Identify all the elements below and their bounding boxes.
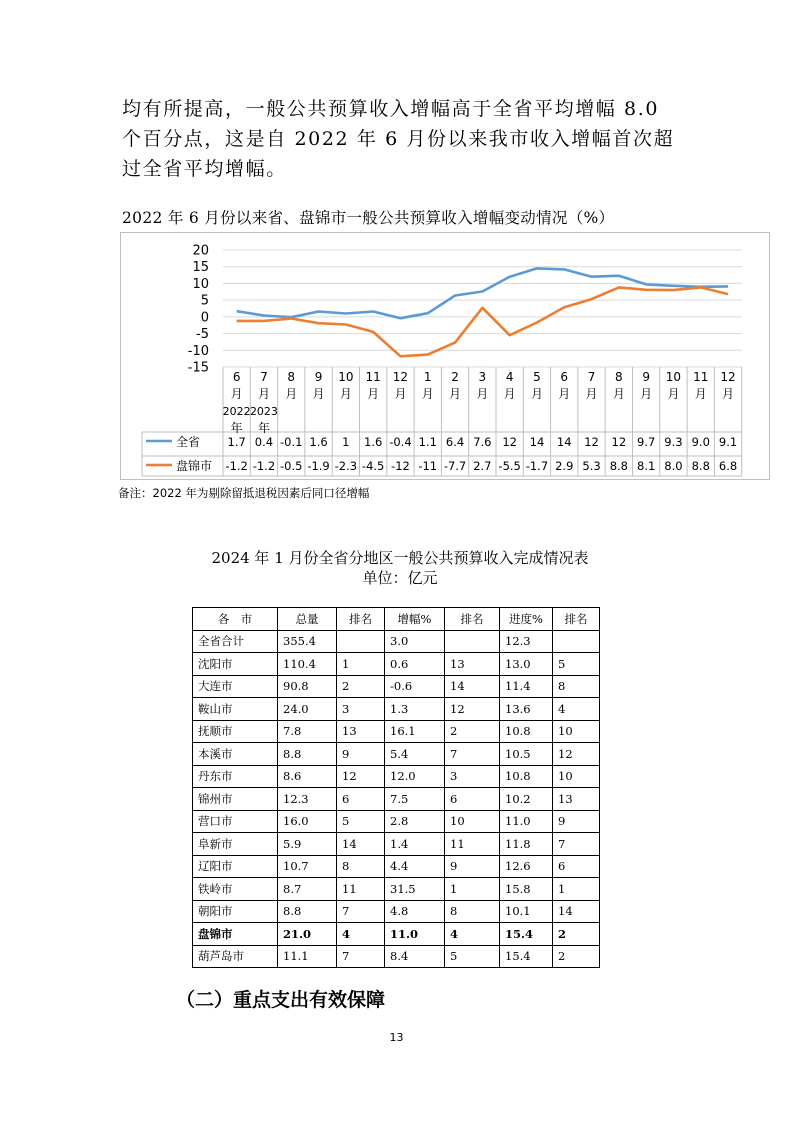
table-cell: 5 xyxy=(337,810,385,833)
table-cell: 1 xyxy=(337,653,385,676)
data-label: -4.5 xyxy=(361,459,385,473)
section-heading: （二）重点支出有效保障 xyxy=(176,989,386,1011)
table-cell: 锦州市 xyxy=(193,788,278,811)
data-label: 9.1 xyxy=(718,435,738,449)
table-cell: 10.8 xyxy=(500,765,553,788)
data-label: -0.5 xyxy=(280,459,303,473)
category-label: 7 xyxy=(260,370,268,384)
table-cell: 24.0 xyxy=(278,698,337,721)
data-label: 9.3 xyxy=(664,435,683,449)
table-cell: 2 xyxy=(553,945,600,968)
table-cell: 葫芦岛市 xyxy=(193,945,278,968)
table-cell: 12 xyxy=(337,765,385,788)
data-label: 0.4 xyxy=(254,435,274,449)
column-header: 总量 xyxy=(278,608,337,631)
category-label: 月 xyxy=(367,387,380,401)
table-cell: 3 xyxy=(445,765,500,788)
table-cell: 大连市 xyxy=(193,675,278,698)
table-cell: 11 xyxy=(337,878,385,901)
data-label: 9.0 xyxy=(691,435,710,449)
category-label: 月 xyxy=(230,387,243,401)
category-label: 月 xyxy=(530,387,543,401)
table-cell: 7 xyxy=(445,743,500,766)
table-cell: 16.0 xyxy=(278,810,337,833)
y-tick-label: 20 xyxy=(192,243,209,259)
series-line xyxy=(237,268,728,318)
legend-label: 盘锦市 xyxy=(176,459,213,473)
table-cell: 5.9 xyxy=(278,833,337,856)
page-number: 13 xyxy=(389,1031,404,1044)
table-cell: 1.4 xyxy=(385,833,445,856)
data-label: -1.7 xyxy=(525,459,549,473)
table-cell: 13 xyxy=(445,653,500,676)
data-label: 1.1 xyxy=(418,435,437,449)
category-label: 12 xyxy=(720,370,736,384)
y-tick-label: 15 xyxy=(192,260,209,276)
table-cell: 14 xyxy=(337,833,385,856)
data-label: -1.9 xyxy=(307,459,330,473)
table-cell: 355.4 xyxy=(278,630,337,653)
table-cell: 12.0 xyxy=(385,765,445,788)
table-row xyxy=(193,653,600,676)
data-label: 1.6 xyxy=(309,435,328,449)
category-label: 5 xyxy=(533,370,541,384)
table-cell: 盘锦市 xyxy=(193,923,278,946)
data-label: 5.3 xyxy=(582,459,601,473)
category-label: 11 xyxy=(693,370,709,384)
y-tick-label: -10 xyxy=(187,343,209,359)
column-header: 各 市 xyxy=(193,608,278,631)
table-cell: 朝阳市 xyxy=(193,900,278,923)
category-label: 月 xyxy=(285,387,298,401)
table-row xyxy=(193,788,600,811)
category-label: 月 xyxy=(394,387,407,401)
legend-label: 全省 xyxy=(176,435,201,449)
category-label: 11 xyxy=(365,370,381,384)
table-cell: 9 xyxy=(553,810,600,833)
paragraph-line: 个百分点，这是自 2022 年 6 月份以来我市收入增幅首次超 xyxy=(122,128,675,150)
data-label: 2.7 xyxy=(473,459,492,473)
table-cell: 10.7 xyxy=(278,855,337,878)
table-cell: 鞍山市 xyxy=(193,698,278,721)
table-cell xyxy=(553,630,600,653)
table-title: 2024 年 1 月份全省分地区一般公共预算收入完成情况表 xyxy=(211,549,589,567)
table-cell: 1 xyxy=(445,878,500,901)
y-tick-label: -5 xyxy=(196,327,209,343)
table-unit: 单位：亿元 xyxy=(362,569,438,587)
category-label: 月 xyxy=(503,387,516,401)
table-cell: 7 xyxy=(337,945,385,968)
y-tick-label: 0 xyxy=(200,310,209,326)
table-cell: 11.0 xyxy=(500,810,553,833)
table-cell xyxy=(445,630,500,653)
table-row xyxy=(193,630,600,653)
table-cell: 7 xyxy=(553,833,600,856)
table-cell: 12.3 xyxy=(278,788,337,811)
table-cell: 6 xyxy=(337,788,385,811)
category-label: 8 xyxy=(287,370,296,384)
table-cell: 14 xyxy=(445,675,500,698)
category-label: 7 xyxy=(587,370,596,384)
table-cell: 8.8 xyxy=(278,900,337,923)
table-cell: 13.0 xyxy=(500,653,553,676)
data-label: 8.0 xyxy=(664,459,683,473)
table-title-block xyxy=(120,548,680,588)
data-label: 12 xyxy=(584,435,599,449)
data-label: 9.7 xyxy=(637,435,656,449)
table-row xyxy=(193,855,600,878)
table-cell: 12.3 xyxy=(500,630,553,653)
table-cell: 9 xyxy=(337,743,385,766)
table-row xyxy=(193,810,600,833)
data-label: 14 xyxy=(529,435,545,449)
data-label: -1.2 xyxy=(252,459,276,473)
table-cell: 21.0 xyxy=(278,923,337,946)
table-cell: 15.4 xyxy=(500,945,553,968)
category-label: 月 xyxy=(694,387,707,401)
category-label: 月 xyxy=(640,387,653,401)
category-label: 年 xyxy=(230,421,243,435)
category-label: 2023 xyxy=(249,405,278,418)
data-label: -12 xyxy=(391,459,410,473)
table-cell: 7.5 xyxy=(385,788,445,811)
table-cell: 2 xyxy=(553,923,600,946)
column-header: 进度% xyxy=(500,608,553,631)
data-label: 8.8 xyxy=(691,459,710,473)
table-cell: 铁岭市 xyxy=(193,878,278,901)
table-cell: 3.0 xyxy=(385,630,445,653)
table-header-row xyxy=(193,608,600,631)
category-label: 月 xyxy=(612,387,625,401)
data-label: 12 xyxy=(611,435,627,449)
table-cell: 8.6 xyxy=(278,765,337,788)
table-cell: 10.2 xyxy=(500,788,553,811)
table-cell: 辽阳市 xyxy=(193,855,278,878)
table-row xyxy=(193,698,600,721)
data-label: 6.4 xyxy=(445,435,465,449)
table-cell: 13 xyxy=(553,788,600,811)
table-cell: 阜新市 xyxy=(193,833,278,856)
table-cell: 12 xyxy=(445,698,500,721)
category-label: 月 xyxy=(722,387,735,401)
chart-note: 备注：2022 年为剔除留抵退税因素后同口径增幅 xyxy=(118,486,370,500)
table-cell: 8.8 xyxy=(278,743,337,766)
table-cell: 4 xyxy=(337,923,385,946)
data-label: 6.8 xyxy=(718,459,738,473)
table-cell xyxy=(337,630,385,653)
category-label: 月 xyxy=(476,387,489,401)
table-cell: 4.8 xyxy=(385,900,445,923)
table-cell: 6 xyxy=(445,788,500,811)
table-cell: 本溪市 xyxy=(193,743,278,766)
table-cell: 11.1 xyxy=(278,945,337,968)
table-cell: 15.4 xyxy=(500,923,553,946)
table-cell: 抚顺市 xyxy=(193,720,278,743)
table-cell: 10.8 xyxy=(500,720,553,743)
paragraph-line: 均有所提高，一般公共预算收入增幅高于全省平均增幅 8.0 xyxy=(122,98,660,120)
data-label: 1 xyxy=(342,435,350,449)
category-label: 4 xyxy=(505,370,514,384)
category-label: 月 xyxy=(421,387,434,401)
column-header: 排名 xyxy=(445,608,500,631)
table-cell: 5.4 xyxy=(385,743,445,766)
category-label: 1 xyxy=(423,370,432,384)
table-cell: 营口市 xyxy=(193,810,278,833)
table-cell: 12.6 xyxy=(500,855,553,878)
revenue-table xyxy=(192,607,600,968)
category-label: 3 xyxy=(478,370,487,384)
category-label: 月 xyxy=(257,387,270,401)
table-cell: 13.6 xyxy=(500,698,553,721)
data-label: -7.7 xyxy=(443,459,467,473)
data-label: 8.1 xyxy=(637,459,656,473)
category-label: 12 xyxy=(392,370,409,384)
table-cell: 10.5 xyxy=(500,743,553,766)
table-cell: 6 xyxy=(553,855,600,878)
category-label: 9 xyxy=(314,370,323,384)
data-label: -11 xyxy=(418,459,438,473)
data-label: -5.5 xyxy=(498,459,521,473)
category-label: 月 xyxy=(339,387,352,401)
table-cell: 90.8 xyxy=(278,675,337,698)
category-label: 8 xyxy=(615,370,623,384)
table-cell: 8 xyxy=(553,675,600,698)
table-cell: 8 xyxy=(445,900,500,923)
category-label: 2022 xyxy=(222,405,251,418)
table-cell: 3 xyxy=(337,698,385,721)
category-label: 6 xyxy=(232,370,241,384)
column-header: 排名 xyxy=(337,608,385,631)
data-label: 1.6 xyxy=(364,435,383,449)
category-label: 2 xyxy=(451,370,459,384)
data-label: 2.9 xyxy=(555,459,574,473)
table-row xyxy=(193,945,600,968)
data-label: -1.2 xyxy=(225,459,248,473)
table-cell: 4.4 xyxy=(385,855,445,878)
table-row xyxy=(193,765,600,788)
table-cell: 1.3 xyxy=(385,698,445,721)
category-label: 10 xyxy=(665,370,682,384)
table-cell: 7.8 xyxy=(278,720,337,743)
table-cell: 16.1 xyxy=(385,720,445,743)
table-cell: 15.8 xyxy=(500,878,553,901)
table-cell: 5 xyxy=(445,945,500,968)
table-cell: 2 xyxy=(337,675,385,698)
table-cell: 9 xyxy=(445,855,500,878)
data-label: -2.3 xyxy=(334,459,358,473)
table-cell: 11 xyxy=(445,833,500,856)
table-cell: 7 xyxy=(337,900,385,923)
table-cell: 丹东市 xyxy=(193,765,278,788)
growth-line-chart xyxy=(120,232,770,480)
table-row xyxy=(193,900,600,923)
table-cell: 12 xyxy=(553,743,600,766)
table-cell: 13 xyxy=(337,720,385,743)
category-label: 年 xyxy=(257,421,270,435)
table-cell: 4 xyxy=(445,923,500,946)
table-cell: 8.4 xyxy=(385,945,445,968)
table-cell: 5 xyxy=(553,653,600,676)
data-label: 1.7 xyxy=(227,435,246,449)
table-row xyxy=(193,743,600,766)
table-cell: 11.0 xyxy=(385,923,445,946)
table-cell: 11.8 xyxy=(500,833,553,856)
table-cell: 110.4 xyxy=(278,653,337,676)
series-line xyxy=(237,287,728,356)
table-row xyxy=(193,878,600,901)
table-cell: 1 xyxy=(553,878,600,901)
table-row xyxy=(193,720,600,743)
table-cell: 2 xyxy=(445,720,500,743)
y-tick-label: 10 xyxy=(192,276,209,292)
column-header: 排名 xyxy=(553,608,600,631)
table-cell: 沈阳市 xyxy=(193,653,278,676)
table-cell: 10.1 xyxy=(500,900,553,923)
table-cell: 2.8 xyxy=(385,810,445,833)
table-row xyxy=(193,833,600,856)
table-cell: 8.7 xyxy=(278,878,337,901)
category-label: 月 xyxy=(312,387,325,401)
data-label: -0.4 xyxy=(389,435,412,449)
table-cell: 14 xyxy=(553,900,600,923)
table-cell: 10 xyxy=(553,720,600,743)
category-label: 月 xyxy=(558,387,571,401)
data-label: 7.6 xyxy=(473,435,492,449)
category-label: 月 xyxy=(667,387,680,401)
table-cell: 10 xyxy=(553,765,600,788)
data-label: 12 xyxy=(502,435,517,449)
table-cell: 全省合计 xyxy=(193,630,278,653)
table-cell: 4 xyxy=(553,698,600,721)
table-cell: 0.6 xyxy=(385,653,445,676)
table-cell: 11.4 xyxy=(500,675,553,698)
category-label: 10 xyxy=(338,370,354,384)
table-cell: 10 xyxy=(445,810,500,833)
category-label: 月 xyxy=(585,387,598,401)
table-cell: 31.5 xyxy=(385,878,445,901)
column-header: 增幅% xyxy=(385,608,445,631)
table-cell: -0.6 xyxy=(385,675,445,698)
y-tick-label: -15 xyxy=(187,360,209,376)
table-row xyxy=(193,675,600,698)
body-paragraph xyxy=(122,94,682,184)
chart-title: 2022 年 6 月份以来省、盘锦市一般公共预算收入增幅变动情况（%） xyxy=(122,209,615,227)
data-label: 8.8 xyxy=(609,459,628,473)
category-label: 9 xyxy=(642,370,650,384)
category-label: 月 xyxy=(449,387,462,401)
paragraph-line: 过全省平均增幅。 xyxy=(122,158,287,180)
table-cell: 8 xyxy=(337,855,385,878)
data-label: -0.1 xyxy=(280,435,303,449)
y-tick-label: 5 xyxy=(200,293,209,309)
data-label: 14 xyxy=(556,435,572,449)
category-label: 6 xyxy=(560,370,569,384)
table-row xyxy=(193,923,600,946)
